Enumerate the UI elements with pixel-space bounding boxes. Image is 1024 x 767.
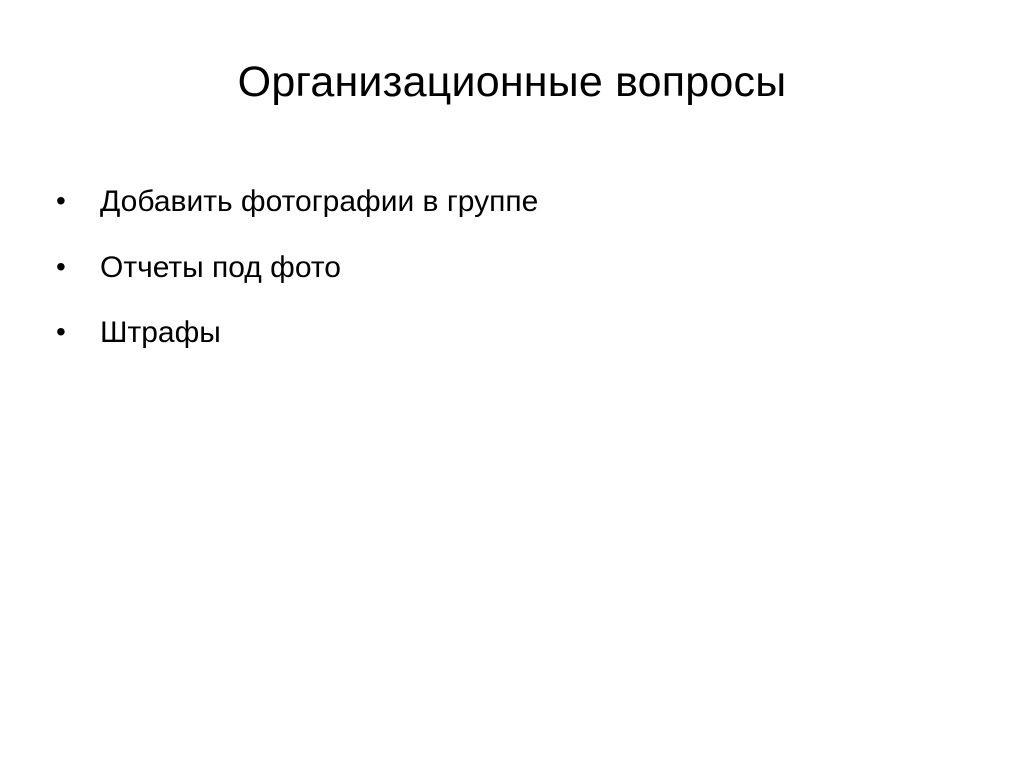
- bullet-dot-icon: •: [56, 185, 66, 216]
- bullet-list: [56, 185, 964, 382]
- list-item-label: Штрафы: [100, 316, 221, 349]
- list-item-label: Добавить фотографии в группе: [100, 185, 539, 218]
- page-title: Организационные вопросы: [237, 58, 787, 106]
- bullet-dot-icon: •: [56, 316, 66, 347]
- bullet-dot-icon: •: [56, 250, 66, 282]
- list-item-label: Отчеты под фото: [100, 250, 341, 284]
- list-item: [56, 185, 964, 220]
- list-item: [56, 316, 964, 351]
- list-item: [56, 251, 964, 286]
